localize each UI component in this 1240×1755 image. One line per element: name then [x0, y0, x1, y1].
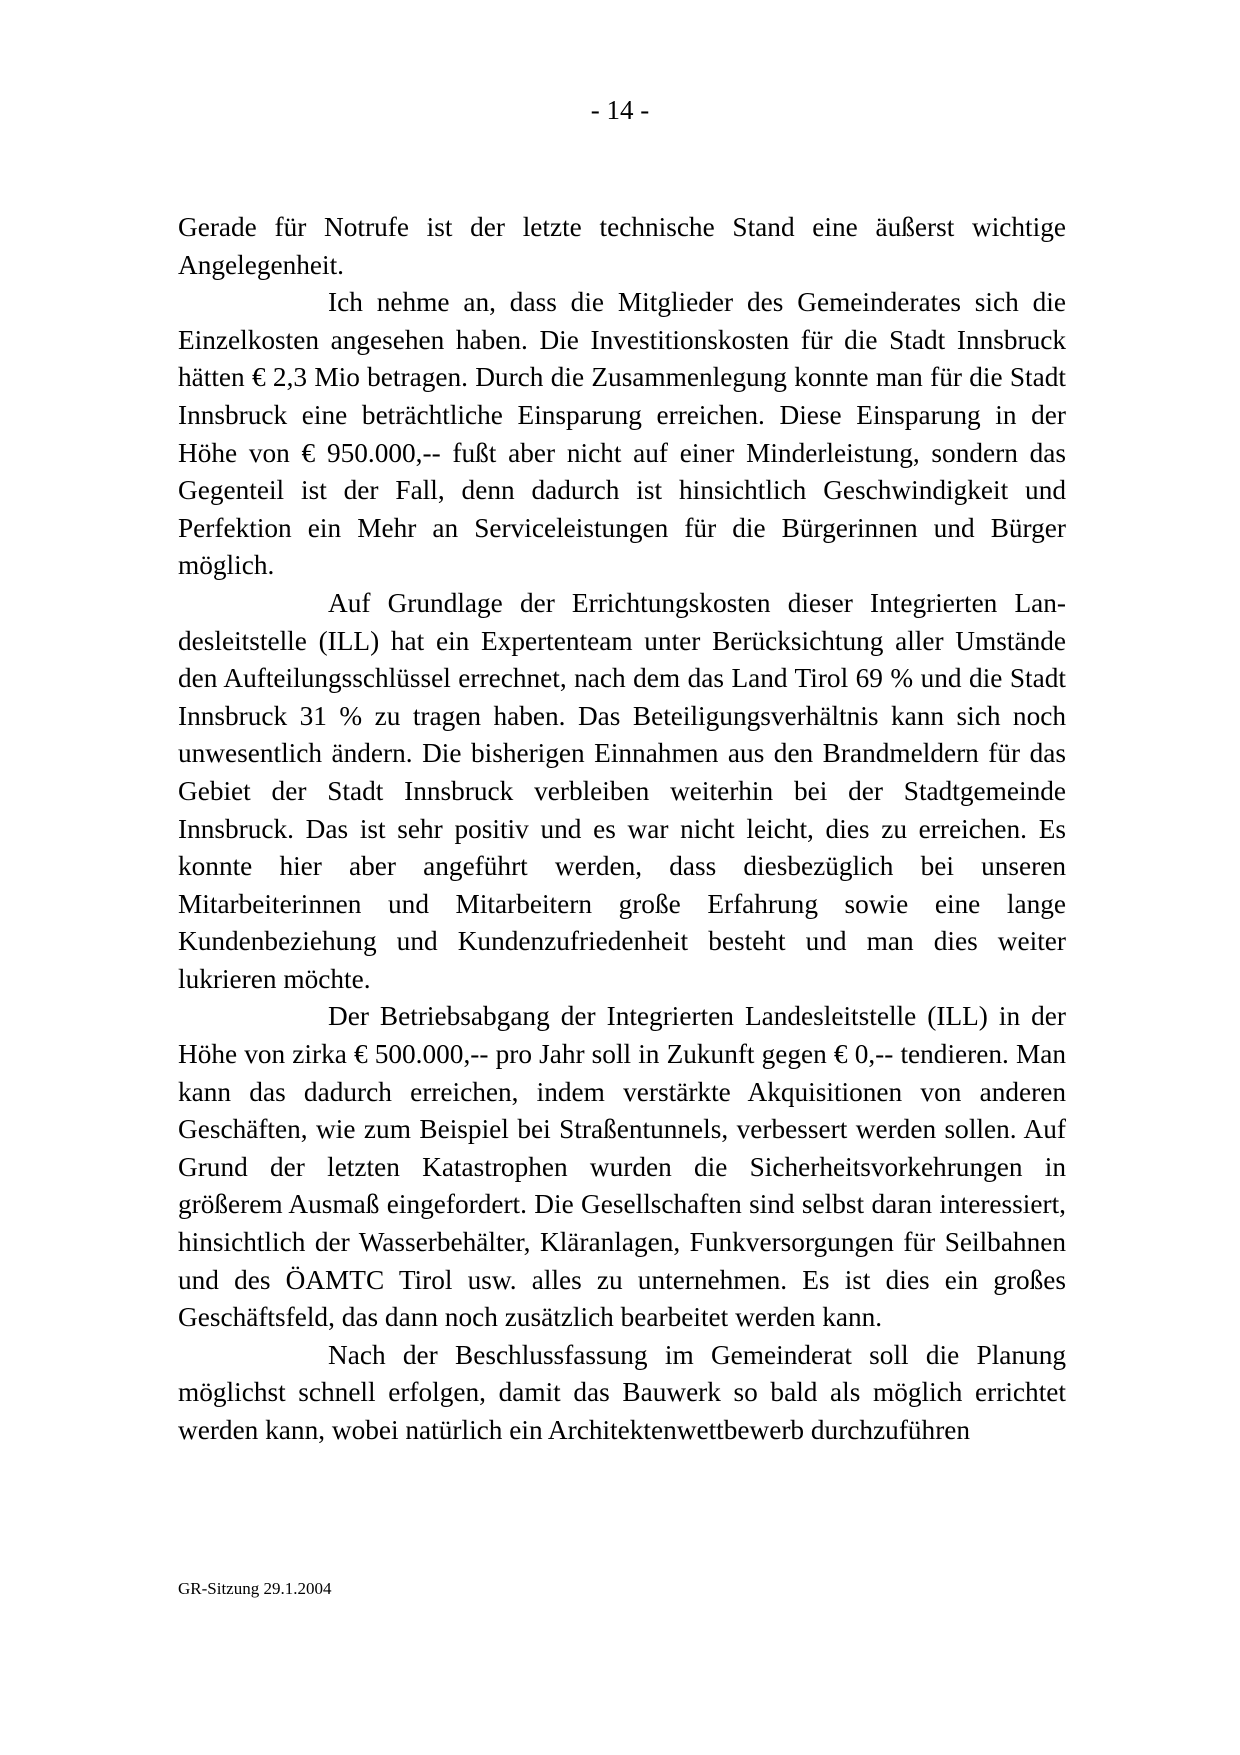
page-number: - 14 -	[590, 95, 650, 125]
body-text	[178, 209, 1066, 1450]
paragraph: Gerade für Notrufe ist der letzte technische Stand eine äußerst wichtige Angelegenheit.	[178, 212, 1066, 280]
paragraph: Der Betriebsabgang der Integrierten Landesleitstelle (ILL) in der Höhe von zirka € 500.000,-- pro Jahr soll in Zukunft gegen € 0,-- tendieren. Man kann das dadurch erreichen, indem verstärkte Akquisitionen von anderen Geschäften, wie zum Beispiel bei Straßentunnels, verbessert werden sollen. Auf Grund der letzten Katastrophen wurden die Sicherheitsvorkehrungen in größerem Ausmaß eingefordert. Die Gesellschaften sind selbst daran interessiert, hinsichtlich der Wasserbehälter, Kläranlagen, Funkversorgungen für Seilbahnen und des ÖAMTC Tirol usw. alles zu unternehmen. Es ist dies ein großes Geschäftsfeld, das dann noch zusätzlich bearbeitet werden kann.	[178, 1001, 1066, 1333]
paragraph: Ich nehme an, dass die Mitglieder des Gemeinderates sich die Einzelkosten angesehen haben. Die Investitionskosten für die Stadt Innsbruck hätten € 2,3 Mio betragen. Durch die Zusammenlegung konnte man für die Stadt Innsbruck eine beträchtliche Einsparung erreichen. Diese Einsparung in der Höhe von € 950.000,-- fußt aber nicht auf einer Minderleistung, sondern das Gegenteil ist der Fall, denn dadurch ist hinsichtlich Geschwindigkeit und Perfektion ein Mehr an Serviceleistungen für die Bürgerinnen und Bürger möglich.	[178, 287, 1066, 581]
footer-session-date: GR-Sitzung 29.1.2004	[178, 1579, 332, 1598]
paragraph: Nach der Beschlussfassung im Gemeinderat soll die Planung möglichst schnell erfolgen, damit das Bauwerk so bald als möglich errichtet werden kann, wobei natürlich ein Architektenwettbewerb durchzuführen	[178, 1339, 1066, 1445]
paragraph: Auf Grundlage der Errichtungskosten dieser Integrierten Landesleitstelle (ILL) hat ein Expertenteam unter Berücksichtung aller Umstände den Aufteilungsschlüssel errechnet, nach dem das Land Tirol 69 % und die Stadt Innsbruck 31 % zu tragen haben. Das Beteiligungsverhältnis kann sich noch unwesentlich ändern. Die bisherigen Einnahmen aus den Brandmeldern für das Gebiet der Stadt Innsbruck verbleiben weiterhin bei der Stadtgemeinde Innsbruck. Das ist sehr positiv und es war nicht leicht, dies zu erreichen. Es konnte hier aber angeführt werden, dass diesbezüglich bei unseren Mitarbeiterinnen und Mitarbeitern große Erfahrung sowie eine lange Kundenbeziehung und Kundenzufriedenheit besteht und man dies weiter lukrieren möchte.	[178, 587, 1066, 994]
